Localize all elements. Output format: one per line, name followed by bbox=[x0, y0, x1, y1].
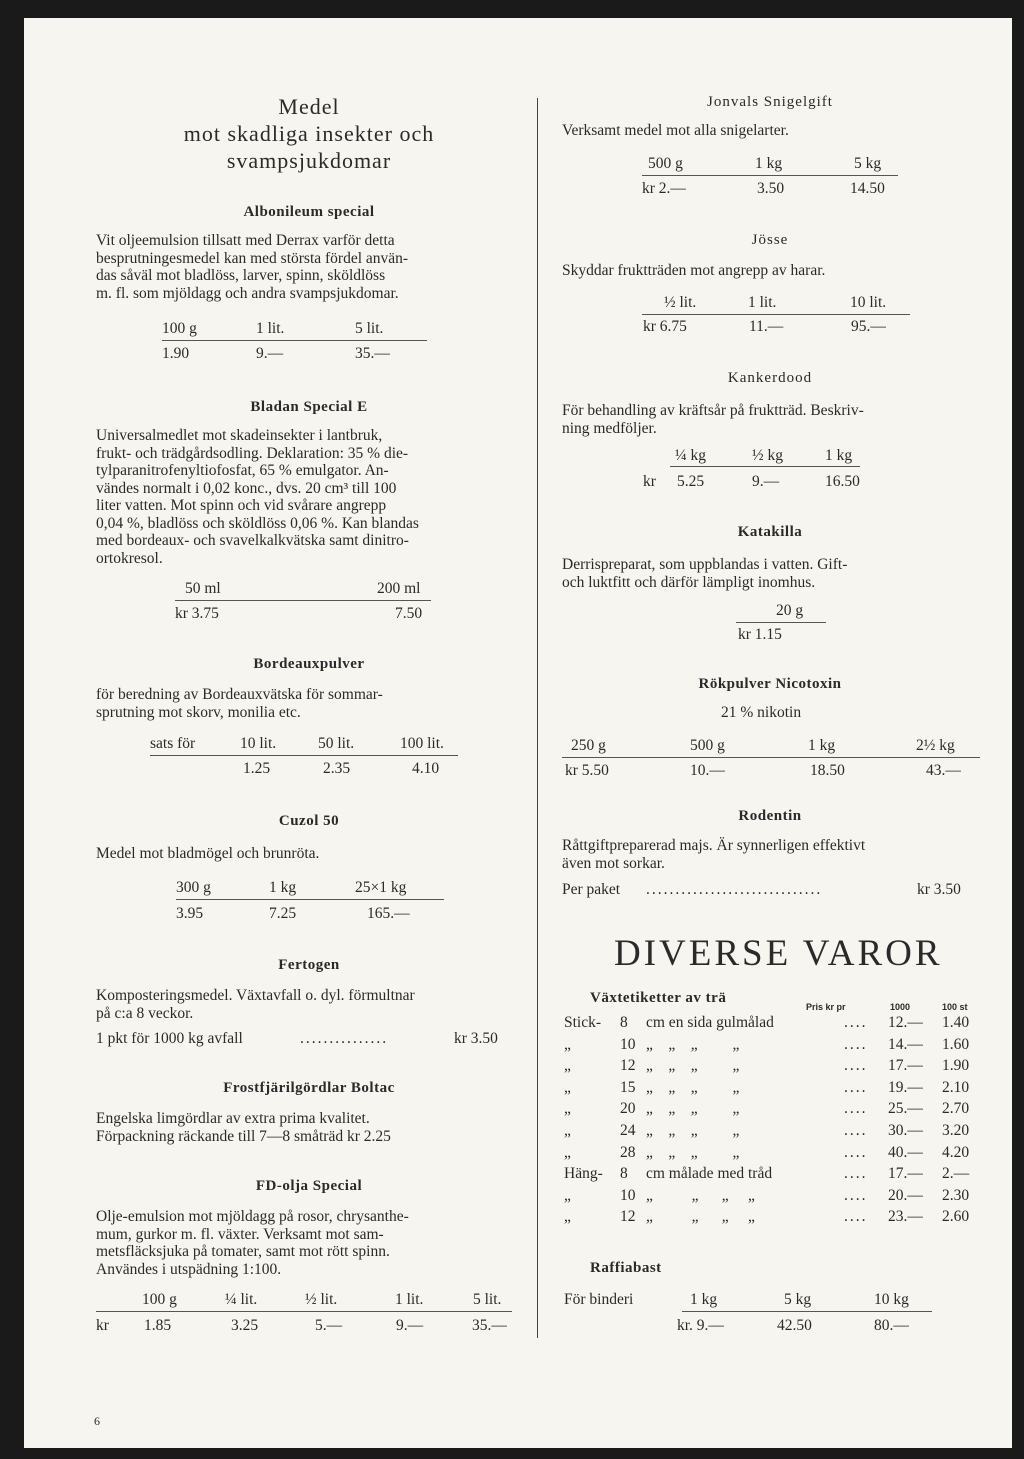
divider bbox=[162, 340, 427, 341]
row-size: 12 bbox=[620, 1057, 636, 1075]
kankerdood-text: För behandling av kräftsår på fruktträd. Beskriv- ning medföljer. bbox=[562, 402, 864, 437]
diverse-title: DIVERSE VAROR bbox=[614, 933, 943, 974]
row-size: 8 bbox=[620, 1165, 628, 1183]
leader-dots: .... bbox=[844, 1143, 868, 1161]
bladan-heading: Bladan Special E bbox=[250, 399, 368, 415]
row-desc: „ „ „ „ bbox=[646, 1100, 740, 1118]
row-desc: „ „ „ „ bbox=[646, 1208, 755, 1226]
rodentin-text: Råttgiftpreparerad majs. Är synnerligen effektivt även mot sorkar. bbox=[562, 837, 866, 872]
row-size: 10 bbox=[620, 1186, 636, 1204]
row-desc: „ „ „ „ bbox=[646, 1122, 740, 1139]
divider bbox=[736, 622, 826, 623]
row-desc: „ „ „ „ bbox=[646, 1035, 740, 1053]
row-price-1000: 12.— bbox=[888, 1014, 923, 1031]
title-line-1: Medel bbox=[278, 94, 340, 119]
row-desc: „ „ „ „ bbox=[646, 1057, 740, 1075]
jonvals-heading: Jonvals Snigelgift bbox=[707, 94, 833, 110]
divider bbox=[176, 899, 444, 900]
vaxtetiketter-heading: Växtetiketter av trä bbox=[590, 990, 727, 1006]
row-type: Häng- bbox=[564, 1165, 603, 1183]
row-price-100: 1.90 bbox=[942, 1057, 970, 1075]
title-line-2: mot skadliga insekter och bbox=[183, 121, 435, 146]
leader-dots: .... bbox=[844, 1186, 868, 1204]
row-desc: cm målade med tråd bbox=[646, 1165, 773, 1183]
rokpulver-heading: Rökpulver Nicotoxin bbox=[698, 676, 842, 692]
frostfjaril-heading: Frostfjärilgördlar Boltac bbox=[223, 1080, 395, 1096]
leader-dots: .... bbox=[844, 1122, 868, 1139]
title-line-3: svampsjukdomar bbox=[226, 148, 392, 173]
row-price-1000: 17.— bbox=[888, 1057, 923, 1075]
row-price-1000: 40.— bbox=[888, 1143, 923, 1161]
row-size: 28 bbox=[620, 1143, 636, 1161]
row-desc: „ „ „ „ bbox=[646, 1078, 740, 1096]
row-type: „ bbox=[564, 1186, 571, 1204]
albonileum-text: Vit oljeemulsion tillsatt med Derrax varför detta besprutningesmedel kan med största fördel använ- das såväl mot bladlöss, larver, spinn, sköldlöss m. fl. som mjöldagg och andra svampsjukdomar. bbox=[96, 232, 409, 302]
leader-dots: .............................. bbox=[646, 881, 823, 898]
divider bbox=[670, 466, 860, 467]
divider bbox=[175, 600, 431, 601]
row-price-100: 4.20 bbox=[942, 1143, 970, 1161]
divider bbox=[96, 1311, 512, 1312]
divider bbox=[562, 757, 980, 758]
row-desc: „ „ „ „ bbox=[646, 1186, 755, 1204]
josse-heading: Jösse bbox=[751, 232, 789, 248]
fertogen-text: Komposteringsmedel. Växtavfall o. dyl. förmultnar på c:a 8 veckor. bbox=[96, 987, 415, 1022]
row-price-100: 3.20 bbox=[942, 1122, 970, 1139]
row-type: „ bbox=[564, 1143, 571, 1161]
row-price-1000: 25.— bbox=[888, 1100, 923, 1118]
kankerdood-heading: Kankerdood bbox=[727, 370, 813, 386]
row-price-100: 1.40 bbox=[942, 1014, 970, 1031]
row-size: 15 bbox=[620, 1078, 636, 1096]
katakilla-text: Derrispreparat, som uppblandas i vatten. Gift- och luktfitt och därför lämpligt inomhus. bbox=[562, 556, 848, 591]
jonvals-text: Verksamt medel mot alla snigelarter. bbox=[562, 122, 789, 139]
row-desc: „ „ „ „ bbox=[646, 1143, 740, 1161]
row-size: 12 bbox=[620, 1208, 636, 1226]
josse-text: Skyddar fruktträden mot angrepp av harar. bbox=[562, 262, 826, 279]
row-price-1000: 17.— bbox=[888, 1165, 923, 1183]
divider bbox=[682, 1311, 932, 1312]
row-type: „ bbox=[564, 1100, 571, 1118]
fertogen-heading: Fertogen bbox=[278, 957, 340, 973]
row-price-100: 2.10 bbox=[942, 1078, 970, 1096]
albonileum-heading: Albonileum special bbox=[243, 204, 375, 220]
row-price-100: 1.60 bbox=[942, 1035, 970, 1053]
row-price-1000: 30.— bbox=[888, 1122, 923, 1139]
row-price-100: 2.70 bbox=[942, 1100, 970, 1118]
leader-dots: .... bbox=[844, 1035, 868, 1053]
raffiabast-heading: Raffiabast bbox=[590, 1260, 662, 1276]
row-desc: cm en sida gulmålad bbox=[646, 1014, 774, 1031]
row-price-100: 2.30 bbox=[942, 1186, 970, 1204]
divider bbox=[150, 755, 458, 756]
row-type: Stick- bbox=[564, 1014, 602, 1031]
catalog-page: Medel mot skadliga insekter och svampsjukdomar Albonileum special Vit oljeemulsion tillsatt med Derrax varför detta besprutningesmedel kan med största fördel använ- das såväl mot bladlöss, larver, spinn, sköldlöss m. fl. som mjöldagg och andra svampsjukdomar. 100 g 1 lit. 5 lit. 1.90 9.— 35.— Bladan Special E Universalmedlet mot skadeinsekter i lantbruk, frukt- och trädgårdsodling. Deklaration: 35 % die- tylparanitrofenyltiofosfat, 65 % emulgator. An- vändes normalt i 0,02 konc., dvs. 20 cm³ till 100 liter vatten. Mot spinn och vid svårare angrepp 0,04 %, bladlöss och sköldlöss 0,06 %. Kan blandas med bordeaux- och svavelkalkvätska samt dinitro- ortokresol. 50 ml 200 ml kr 3.75 7.50 Bordeauxpulver för beredning av Bordeauxvätska för sommar- sprutning mot skorv, monilia etc. sats för 10 lit. 50 lit. 100 lit. 1.25 2.35 4.10 Cuzol 50 Medel mot bladmögel och brunröta. 300 g 1 kg 25×1 kg 3.95 7.25 165.— Fertogen Komposteringsmedel. Växtavfall o. dyl. förmultnar på c:a 8 veckor. 1 pkt för 1000 kg avfall ............... kr 3.50 Frostfjärilgördlar Boltac Engelska limgördlar av extra prima kvalitet. Förpackning räckande till 7—8 småträd kr 2.25 FD-olja Special Olje-emulsion mot mjöldagg på rosor, chrysanthe- mum, gurkor m. fl. växter. Verksamt mot sam- metsfläcksjuka på tomater, samt mot rött spinn. Användes i utspädning 1:100. 100 g ¼ lit. ½ lit. 1 lit. 5 lit. kr 1.85 3.25 5.— 9.— 35.— 6 Jonvals Snigelgift Verksamt medel mot alla snigelarter. 500 g 1 kg 5 kg kr 2.— 3.50 14.50 Jösse Skyddar fruktträden mot angrepp av harar. ½ lit. 1 lit. 10 lit. kr 6.75 11.— 95.— Kankerdood För behandling av kräftsår på fruktträd. Beskriv- ning medföljer. ¼ kg ½ kg 1 kg kr 5.25 9.— 16.50 Katakilla Derrispreparat, som uppblandas i vatten. Gift- och luktfitt och därför lämpligt inomhus. 20 g kr 1.15 Rökpulver Nicotoxin 21 % nikotin 250 g 500 g 1 kg 2½ kg kr 5.50 10.— 18.50 43.— Rodentin Råttgiftpreparerad majs. Är synnerligen effektivt även mot sorkar. Per paket .............................. kr 3.50 DIVERSE VAROR Växtetiketter av trä Pris kr pr 1000 100 st Stick- 8 cm en sida gulmålad 12.— 1.40 .... „ 10 „ „ „ „ 14.— 1.60 .... „ 12 „ „ „ „ 17.— 1.90 .... „ 15 „ „ „ „ 19.— 2.10 .... „ 20 „ „ „ „ 25.— 2.70 .... „ 24 „ „ „ „ 30.— 3.20 .... „ 28 „ „ „ „ 40.— 4.20 .... Häng- 8 cm målade med tråd 17.— 2.— .... „ 10 „ „ „ „ 20.— 2.30 .... „ 12 „ „ „ „ 23.— 2.60 .... Raffiabast För binderi 1 kg 5 kg 10 kg kr. 9.— 42.50 80.— bbox=[24, 18, 1012, 1448]
row-price-100: 2.— bbox=[942, 1165, 970, 1183]
cuzol-heading: Cuzol 50 bbox=[278, 813, 340, 829]
leader-dots: .... bbox=[844, 1100, 868, 1118]
cuzol-text: Medel mot bladmögel och brunröta. bbox=[96, 845, 320, 862]
row-type: „ bbox=[564, 1078, 571, 1096]
fdolja-text: Olje-emulsion mot mjöldagg på rosor, chrysanthe- mum, gurkor m. fl. växter. Verksamt mot sam- metsfläcksjuka på tomater, samt mot rött spinn. Användes i utspädning 1:100. bbox=[96, 1208, 409, 1278]
page-number: 6 bbox=[94, 1414, 100, 1428]
leader-dots: .... bbox=[844, 1057, 868, 1075]
leader-dots: .... bbox=[844, 1208, 868, 1226]
row-price-1000: 14.— bbox=[888, 1035, 923, 1053]
row-price-1000: 20.— bbox=[888, 1186, 923, 1204]
bordeaux-heading: Bordeauxpulver bbox=[253, 656, 365, 672]
row-size: 24 bbox=[620, 1122, 636, 1139]
rodentin-heading: Rodentin bbox=[738, 808, 802, 824]
frostfjaril-text: Engelska limgördlar av extra prima kvalitet. Förpackning räckande till 7—8 småträd kr 2.25 bbox=[96, 1110, 391, 1145]
row-size: 8 bbox=[620, 1014, 628, 1031]
row-size: 20 bbox=[620, 1100, 636, 1118]
divider bbox=[642, 175, 898, 176]
leader-dots: .... bbox=[844, 1165, 868, 1183]
row-type: „ bbox=[564, 1035, 571, 1053]
main-title bbox=[96, 93, 522, 174]
row-size: 10 bbox=[620, 1035, 636, 1053]
bordeaux-text: för beredning av Bordeauxvätska för sommar- sprutning mot skorv, monilia etc. bbox=[96, 686, 383, 721]
row-price-1000: 23.— bbox=[888, 1208, 923, 1226]
leader-dots: .... bbox=[844, 1078, 868, 1096]
row-price-1000: 19.— bbox=[888, 1078, 923, 1096]
leader-dots: ............... bbox=[300, 1030, 389, 1047]
row-type: „ bbox=[564, 1122, 571, 1139]
row-type: „ bbox=[564, 1057, 571, 1075]
row-price-100: 2.60 bbox=[942, 1208, 970, 1226]
katakilla-heading: Katakilla bbox=[737, 524, 803, 540]
bladan-text: Universalmedlet mot skadeinsekter i lantbruk, frukt- och trädgårdsodling. Deklaration: 35 % die- tylparanitrofenyltiofosfat, 65 % emulgator. An- vändes normalt i 0,02 konc., dvs. 20 cm³ till 100 liter vatten. Mot spinn och vid svårare angrepp 0,04 %, bladlöss och sköldlöss 0,06 %. Kan blandas med bordeaux- och svavelkalkvätska samt dinitro- ortokresol. bbox=[96, 427, 419, 567]
row-type: „ bbox=[564, 1208, 571, 1226]
leader-dots: .... bbox=[844, 1014, 868, 1031]
fdolja-heading: FD-olja Special bbox=[255, 1178, 363, 1194]
column-divider bbox=[537, 98, 538, 1338]
divider bbox=[642, 314, 910, 315]
